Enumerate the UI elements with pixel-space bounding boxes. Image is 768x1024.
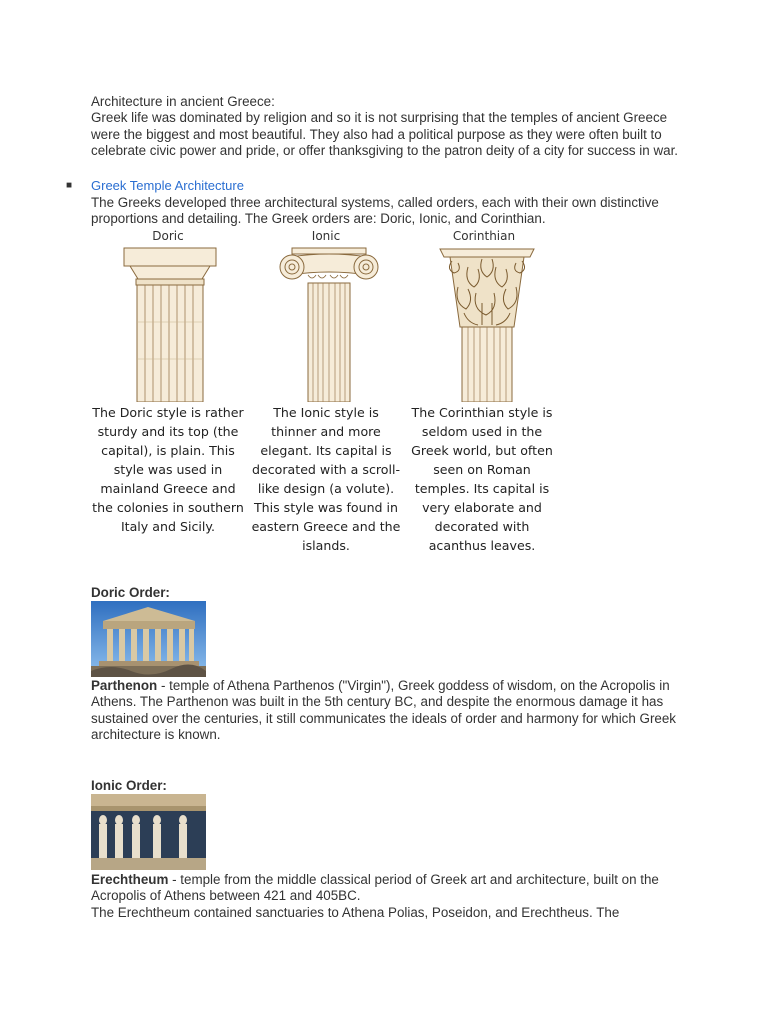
parthenon-text: - temple of Athena Parthenos ("Virgin"), Greek goddess of wisdom, on the Acropolis in Athens. The Parthenon was built in the 5th century BC, and despite the enormous damage it has sustained over the centuries, it still communicates the ideals of order and harmony for which Greek architecture is known.: [91, 678, 677, 742]
ionic-caption: The Ionic style is thinner and more elegant. Its capital is decorated with a scroll-like design (a volute). This style was found in eastern Greece and the islands.: [251, 405, 401, 553]
doric-column-illustration: [120, 247, 220, 402]
doric-caption: The Doric style is rather sturdy and its top (the capital), is plain. This style was used in mainland Greece and the colonies in southern Italy and Sicily.: [92, 405, 244, 534]
orders-text: The Greeks developed three architectural systems, called orders, each with their own distinctive proportions and detailing. The Greek orders are: Doric, Ionic, and Corinthian.: [91, 195, 659, 227]
intro-heading: Architecture in ancient Greece:: [91, 94, 275, 109]
corinthian-title: Corinthian: [452, 229, 516, 243]
bullet-marker: ■: [66, 180, 73, 191]
erechtheum-description-2: The Erechtheum contained sanctuaries to Athena Polias, Poseidon, and Erechtheus. The: [91, 905, 620, 920]
greek-temple-architecture-link[interactable]: Greek Temple Architecture: [91, 178, 244, 193]
corinthian-caption: The Corinthian style is seldom used in the Greek world, but often seen on Roman temples. Its capital is very elaborate and decorated with acanthus leaves.: [411, 405, 553, 553]
erechtheum-text: - temple from the middle classical period of Greek art and architecture, built on the Acropolis of Athens between 421 and 405BC.: [91, 872, 659, 904]
intro-body: Greek life was dominated by religion and so it is not surprising that the temples of ancient Greece were the biggest and most beautiful. They also had a political purpose as they were often built to celebrate civic power and pride, or offer thanksgiving to the patron deity of a city for success in war.: [91, 110, 679, 158]
erechtheum-description: [91, 872, 691, 905]
erechtheum-photo: [91, 794, 206, 870]
parthenon-photo: [91, 601, 206, 677]
doric-title: Doric: [152, 229, 184, 243]
erechtheum-name: Erechtheum: [91, 872, 169, 887]
ionic-order-heading: Ionic Order:: [91, 778, 167, 793]
parthenon-name: Parthenon: [91, 678, 158, 693]
ionic-title: Ionic: [311, 229, 341, 243]
ionic-column-illustration: [278, 247, 380, 402]
intro-section: [91, 94, 691, 159]
doric-order-heading: Doric Order:: [91, 585, 170, 600]
parthenon-description: [91, 678, 691, 743]
corinthian-column-illustration: [438, 247, 536, 402]
